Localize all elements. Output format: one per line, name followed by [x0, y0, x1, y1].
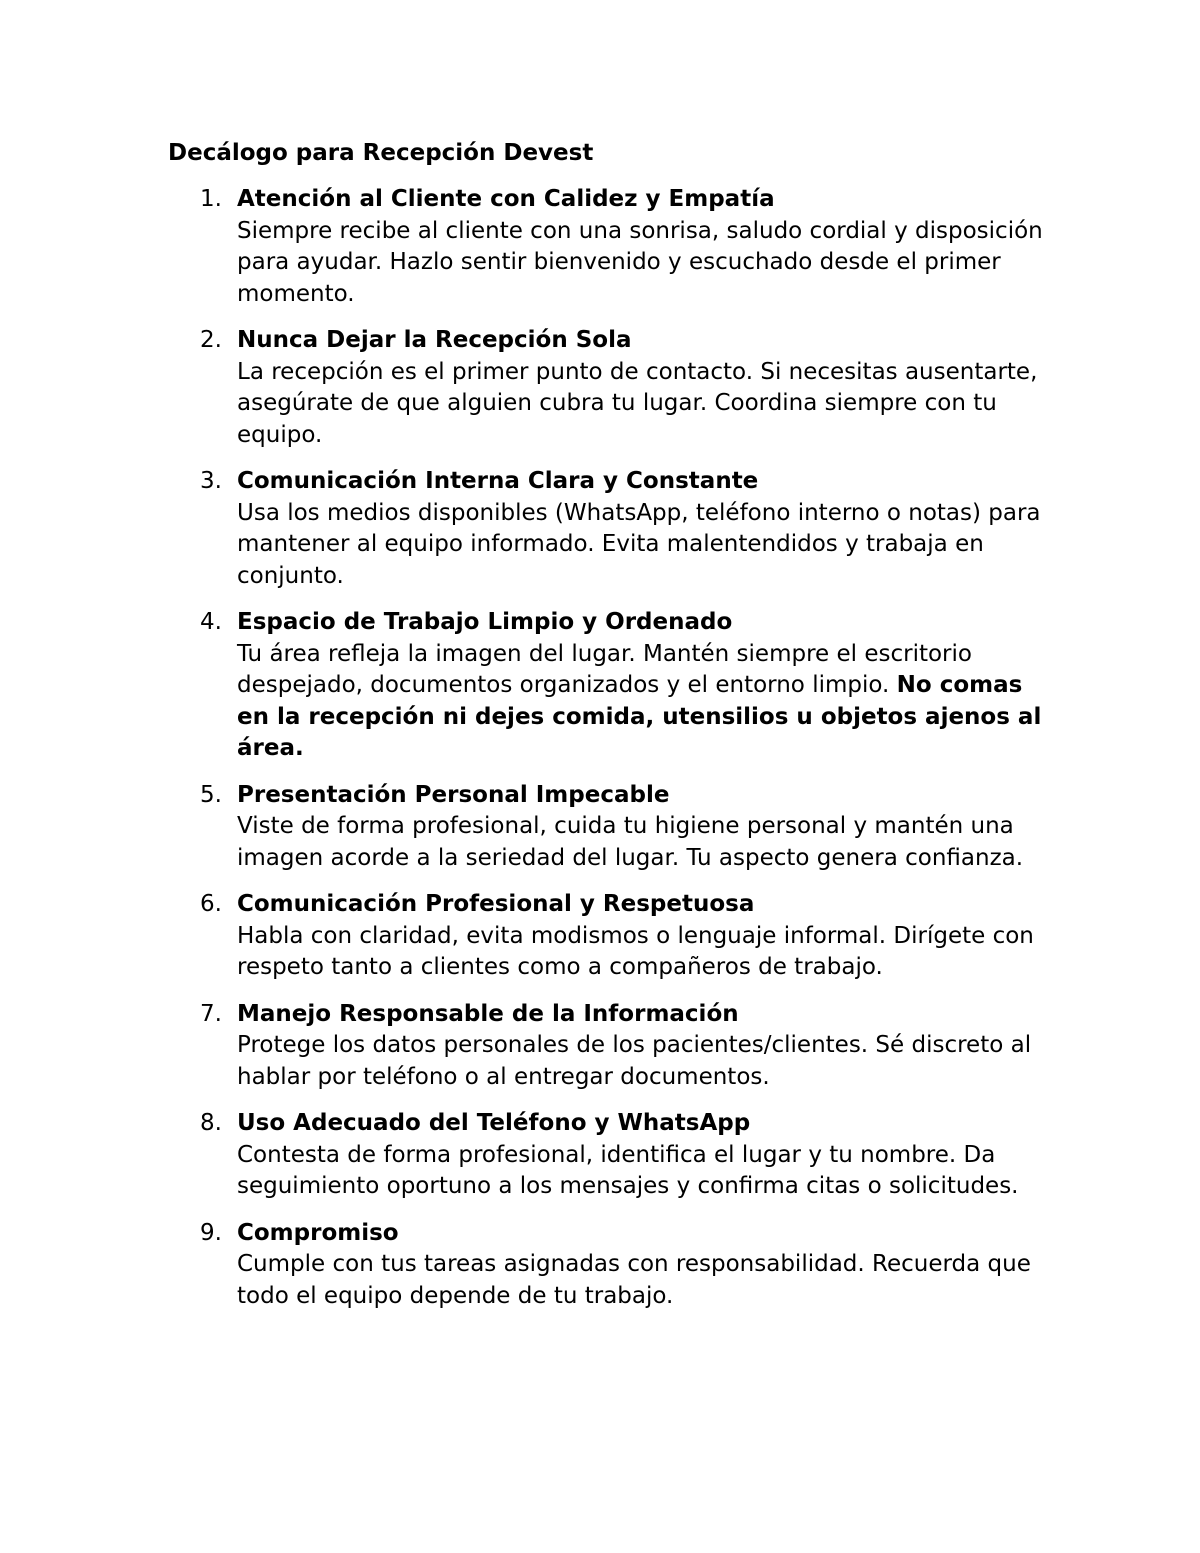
item-number: 4.	[200, 609, 222, 635]
item-title: Uso Adecuado del Teléfono y WhatsApp	[237, 1110, 751, 1136]
item-title: Nunca Dejar la Recepción Sola	[237, 327, 632, 353]
list-item	[0, 1108, 1200, 1203]
item-number: 7.	[200, 1000, 222, 1027]
item-title: Manejo Responsable de la Información	[237, 1000, 739, 1027]
item-number: 5.	[200, 781, 222, 808]
item-body: La recepción es el primer punto de contacto. Si necesitas ausentarte, asegúrate de que alguien cubra tu lugar. Coordina siempre con tu equipo.	[237, 358, 1038, 448]
item-body: Habla con claridad, evita modismos o lenguaje informal. Dirígete con respeto tanto a clientes como a compañeros de trabajo.	[237, 922, 1034, 980]
item-body: Usa los medios disponibles (WhatsApp, teléfono interno o notas) para mantener al equipo informado. Evita malentendidos y trabaja en conjunto.	[237, 499, 1041, 589]
item-body: Cumple con tus tareas asignadas con responsabilidad. Recuerda que todo el equipo depende de tu trabajo.	[237, 1251, 1031, 1309]
item-body: Tu área refleja la imagen del lugar. Mantén siempre el escritorio despejado, documentos organizados y el entorno limpio.	[237, 640, 972, 698]
list-item	[0, 1218, 1200, 1313]
document-title: Decálogo para Recepción Devest	[168, 140, 594, 166]
item-body: Viste de forma profesional, cuida tu higiene personal y mantén una imagen acorde a la seriedad del lugar. Tu aspecto genera confianza.	[237, 813, 1024, 871]
item-title: Comunicación Profesional y Respetuosa	[237, 891, 755, 917]
item-number: 1.	[200, 186, 222, 212]
item-title: Compromiso	[237, 1219, 399, 1246]
item-title: Espacio de Trabajo Limpio y Ordenado	[237, 609, 733, 635]
item-body: Siempre recibe al cliente con una sonrisa, saludo cordial y disposición para ayudar. Hazlo sentir bienvenido y escuchado desde el primer momento.	[237, 217, 1043, 307]
item-title: Presentación Personal Impecable	[237, 781, 670, 808]
item-title: Comunicación Interna Clara y Constante	[237, 468, 759, 494]
decalogue-list	[0, 184, 1200, 1327]
item-number: 6.	[200, 891, 222, 917]
list-item	[0, 466, 1200, 592]
list-item	[0, 325, 1200, 451]
item-number: 3.	[200, 468, 222, 494]
item-number: 2.	[200, 327, 222, 353]
item-number: 8.	[200, 1110, 222, 1136]
item-title: Atención al Cliente con Calidez y Empatía	[237, 186, 775, 212]
list-item	[0, 607, 1200, 765]
item-body: Contesta de forma profesional, identifica el lugar y tu nombre. Da seguimiento oportuno a los mensajes y confirma citas o solicitudes.	[237, 1141, 1019, 1199]
item-body-container	[237, 639, 1060, 765]
item-number: 9.	[200, 1219, 222, 1246]
item-body-emphasis: No comas en la recepción ni dejes comida, utensilios u objetos ajenos al área.	[237, 672, 1042, 761]
list-item	[0, 889, 1200, 984]
item-body: Protege los datos personales de los pacientes/clientes. Sé discreto al hablar por teléfono o al entregar documentos.	[237, 1032, 1032, 1090]
list-item	[0, 184, 1200, 310]
list-item	[0, 999, 1200, 1094]
list-item	[0, 780, 1200, 875]
